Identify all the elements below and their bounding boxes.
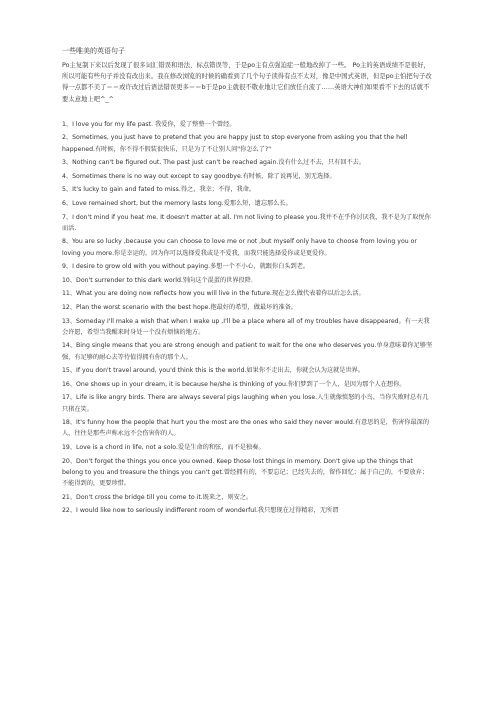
sentence-item: 3、Nothing can't be figured out. The past just can't be reached again.没有什么过不去，只有回不去。 <box>62 159 366 167</box>
section-gap <box>62 105 434 119</box>
sentence-item: 15、If you don't travel around, you'd think this is the world.如果你不走出去，你就会认为这就是世界。 <box>62 367 365 375</box>
sentence-item: 20、Don't forget the things you once you owned. Keep those lost things in memory. Don't give up the things that belong to you and treasure the things you can't get.曾经拥有的，不要忘记；已经失去的，留作回忆；属于自己的，不要放弃；不能得到的，更要珍惜。 <box>62 457 429 487</box>
document-title: 一些唯美的英语句子 <box>62 47 125 55</box>
sentence-item: 17、Life is like angry birds. There are always several pigs laughing when you lose.人生就像愤怒的小鸟，当你失败时总有几只猪在笑。 <box>62 394 429 413</box>
sentence-item: 6、Love remained short, but the memory lasts long.爱那么短，遗忘那么长。 <box>62 199 292 207</box>
sentence-item: 7、I don't mind if you heat me. It doesn't matter at all. I'm not living to please you.我并不在乎你讨厌我，我不是为了取悦你而活. <box>62 213 431 232</box>
sentence-item: 14、Bing single means that you are strong enough and patient to wait for the one who deserves you.单身意味着你足够坚强，有足够的耐心去等待值得拥有你的那个人。 <box>62 342 433 361</box>
sentence-item: 19、Love is a chord in life, not a solo.爱是生命的和弦，而不是独奏。 <box>62 443 265 451</box>
sentence-item: 21、Don't cross the bridge till you come to it.既来之，则安之。 <box>62 493 253 501</box>
sentence-list <box>62 119 434 517</box>
sentence-item: 10、Don't surrender to this dark world.别向这个混蛋的世界投降. <box>62 276 253 284</box>
sentence-item: 4、Sometimes there is no way out except to say goodbye.有时候，除了说再见，别无选择。 <box>62 172 336 180</box>
sentence-item: 5、It's lucky to gain and fated to miss.得之，我幸；不得，我命。 <box>62 186 256 194</box>
sentence-item: 9、I desire to grow old with you without paying.多想一个不小心，就跟你白头到老。 <box>62 263 310 271</box>
sentence-item: 12、Plan the worst scenario with the best hope.抱最好的希望，做最坏的准备。 <box>62 303 298 311</box>
sentence-item: 1、I love you for my life past. 我爱你，爱了整整一个曾经。 <box>62 120 236 128</box>
sentence-item: 13、Someday I'll make a wish that when I wake up ,I'll be a place where all of my troubles have disappeared。有一天我会许愿，希望当我醒来时身处一个没有烦恼的地方。 <box>62 317 430 336</box>
sentence-item: 2、Sometimes, you just have to pretend that you are happy just to stop everyone from asking you that the hell happened.有时候，你不得不假装很快乐，只是为了不让别人问"你怎么了?" <box>62 134 408 153</box>
sentence-item: 16、One shows up in your dream, it is because he/she is thinking of you.你们梦到了一个人，是因为那个人在想你。 <box>62 380 406 388</box>
sentence-item: 8、You are so lucky ,because you can choose to love me or not ,but myself only have to choose from loving you or loving you more.你是幸运的，因为你可以选择爱我或是不爱我，而我只能选择爱你或是更爱你。 <box>62 238 417 257</box>
sentence-item: 18、It's funny how the people that hurt you the most are the ones who said they never would.有意思的是，伤害你最深的人，往往是那些声称永远不会伤害你的人。 <box>62 419 430 438</box>
intro-paragraph: Po主复制下来以后发现了很多词汇错误和语法、标点错误等，于是po主有点强迫症一般地改掉了一些。 Po主的英语成绩不是很好，所以可能有些句子并没有改出来。我在修改浏览的时候的确看到了几个句子读得有点不太对，像是中国式英语，但是po主怕把句子改得一点都不美了＝＝或许改过后语法错误更多＝＝b于是po主就很不敬业地让它们放任自流了……英语大神们如果看不下去的话就不要太意地上吧^_^ <box>62 62 432 103</box>
sentence-item: 22、I would like now to seriously indifferent room of wonderful.我只想现在过得精彩，无所谓 <box>62 507 339 515</box>
sentence-item: 11、What you are doing now reflects how you will live in the future.现在怎么做代表着你以后怎么活。 <box>62 290 365 298</box>
